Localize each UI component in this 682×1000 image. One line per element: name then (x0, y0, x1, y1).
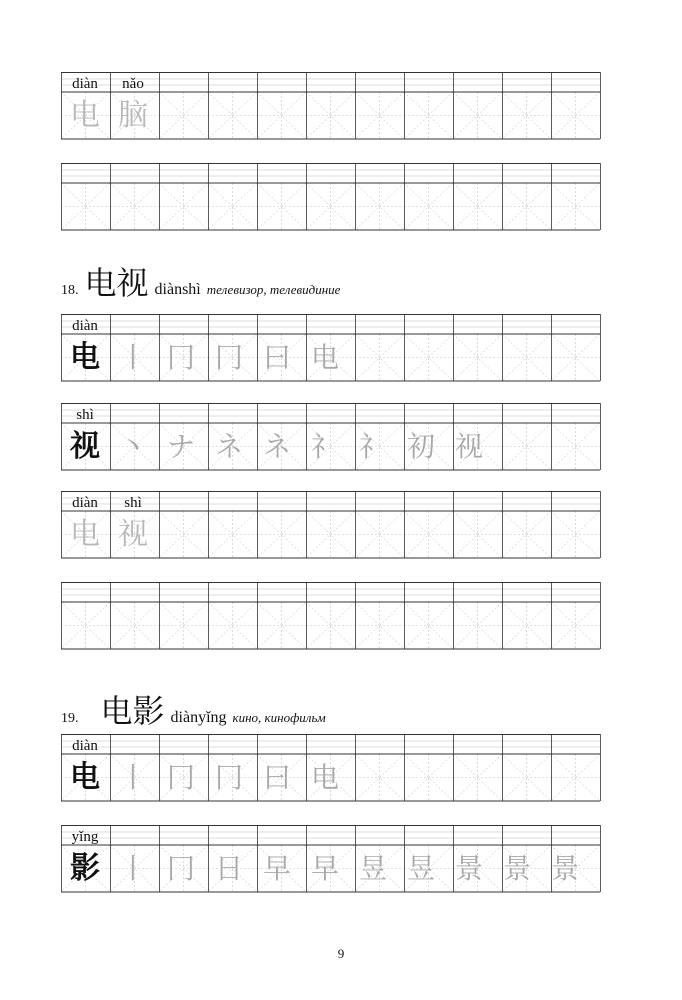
grid-lines (61, 582, 601, 650)
stroke-step: 冂 (166, 761, 195, 794)
heading-number: 19. (61, 711, 79, 726)
stroke-step: ネ (262, 430, 291, 463)
stroke-step: 日 (214, 852, 243, 885)
stroke-step: 初 (406, 430, 435, 463)
pinyin-label: diàn (72, 495, 98, 511)
stroke-step: 昱 (358, 852, 387, 885)
stroke-step: 昱 (406, 852, 435, 885)
practice-row-dian-strokes (61, 314, 601, 382)
word-heading-19 (61, 686, 326, 732)
pinyin-label: yǐng (71, 829, 99, 845)
stroke-step: 丨 (118, 341, 147, 374)
word-heading-18 (61, 258, 340, 304)
practice-row-diannao (61, 72, 601, 140)
practice-char: 电 (70, 98, 100, 133)
stroke-step: 丨 (118, 852, 147, 885)
stroke-step: ネ (214, 430, 243, 463)
stroke-step: ナ (166, 430, 195, 463)
stroke-step: 早 (310, 852, 339, 885)
practice-row-shi-strokes (61, 403, 601, 471)
heading-hanzi: 电视 (84, 264, 149, 302)
heading-pinyin: diànyǐng (170, 709, 227, 726)
practice-row-ying-strokes (61, 825, 601, 893)
stroke-step: 礻 (310, 430, 339, 463)
stroke-step: 景 (454, 852, 483, 885)
stroke-step: 丨 (118, 761, 147, 794)
stroke-step: 景 (502, 852, 531, 885)
stroke-step: 视 (454, 430, 483, 463)
pinyin-label: diàn (72, 318, 98, 334)
practice-row-blank (61, 582, 601, 650)
page-number: 9 (337, 946, 345, 961)
stroke-step: 电 (310, 761, 339, 794)
practice-char: 视 (118, 517, 148, 552)
model-char: 电 (70, 760, 100, 795)
grid-lines (61, 163, 601, 231)
heading-hanzi: 电影 (100, 692, 165, 730)
practice-row-dianshi (61, 491, 601, 559)
stroke-step: 冂 (166, 852, 195, 885)
model-char: 影 (70, 851, 100, 886)
stroke-step: 冂 (214, 341, 243, 374)
stroke-step: 曰 (262, 761, 291, 794)
pinyin-label: shì (76, 407, 94, 423)
pinyin-label: diàn (72, 76, 98, 92)
stroke-step: 早 (262, 852, 291, 885)
stroke-step: 礻 (358, 430, 387, 463)
stroke-step: 曰 (262, 341, 291, 374)
heading-pinyin: diànshì (154, 281, 201, 298)
model-char: 视 (70, 429, 100, 464)
heading-meaning: кино, кинофильм (232, 710, 326, 725)
practice-row-dian-strokes (61, 734, 601, 802)
stroke-step: 电 (310, 341, 339, 374)
stroke-step: 冂 (166, 341, 195, 374)
pinyin-label: shì (124, 495, 142, 511)
pinyin-label: diàn (72, 738, 98, 754)
heading-number: 18. (61, 283, 79, 298)
stroke-step: 丶 (118, 430, 147, 463)
practice-char: 脑 (118, 98, 148, 133)
model-char: 电 (70, 340, 100, 375)
practice-char: 电 (70, 517, 100, 552)
stroke-step: 景 (550, 852, 579, 885)
practice-row-blank (61, 163, 601, 231)
stroke-step: 冂 (214, 761, 243, 794)
heading-meaning: телевизор, телевидиние (206, 282, 341, 297)
pinyin-label: nǎo (122, 76, 144, 92)
